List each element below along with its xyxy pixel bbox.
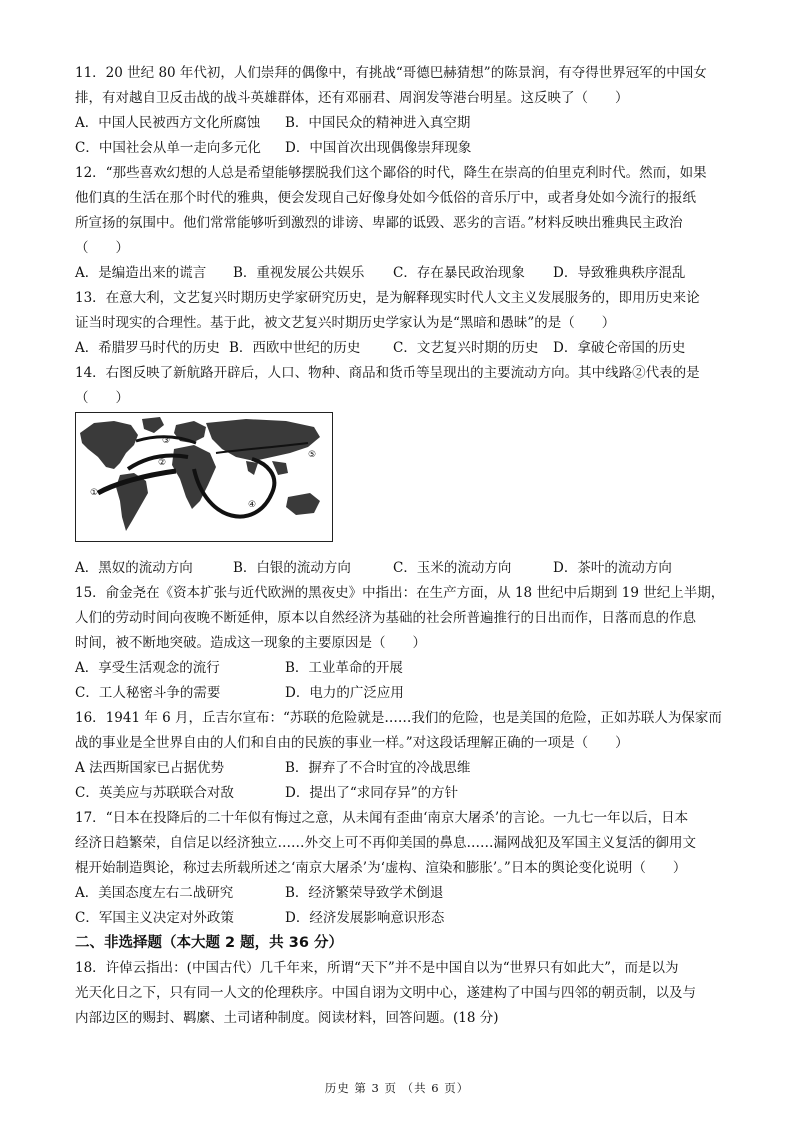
q18-stem-line-1: 18．许倬云指出：(中国古代）几千年来，所谓“天下”并不是中国自以为“世界只有如此大”，而是以为: [75, 960, 679, 976]
route-label-2: ②: [158, 458, 167, 468]
q15-stem-line-1: 15．俞金尧在《资本扩张与近代欧洲的黑夜史》中指出：在生产方面，从 18 世纪中后期到 19 世纪上半期，: [75, 585, 725, 601]
q18-stem-line-2: 光天化日之下，只有同一人文的伦理秩序。中国自诩为文明中心，遂建构了中国与四邻的朝贡制，以及与: [75, 985, 696, 1001]
q14-option-d[interactable]: D．茶叶的流动方向: [553, 560, 672, 576]
q11-options-row-2: [75, 138, 725, 158]
q15-option-b[interactable]: B．工业革命的开展: [285, 660, 403, 676]
q15-option-c[interactable]: C．工人秘密斗争的需要: [75, 685, 221, 701]
q15-stem-line-3: 时间，被不断地突破。造成这一现象的主要原因是（ ）: [75, 635, 426, 651]
q12-stem-line-2: 他们真的生活在那个时代的雅典，便会发现自己好像身处如今低俗的音乐厅中，或者身处如今流行的报纸: [75, 190, 696, 206]
q12-option-b[interactable]: B．重视发展公共娱乐: [233, 265, 365, 281]
q11-options-row-1: [75, 113, 725, 133]
q14-stem-line-2: （ ）: [75, 390, 129, 406]
q15-options-row-1: [75, 658, 725, 678]
q14-stem-line-1: 14．右图反映了新航路开辟后，人口、物种、商品和货币等呈现出的主要流动方向。其中线路②代表的是: [75, 365, 700, 381]
q17-options-row-2: [75, 908, 725, 928]
q16-option-d[interactable]: D．提出了“求同存异”的方针: [285, 785, 459, 801]
q13-stem-line-1: 13．在意大利，文艺复兴时期历史学家研究历史，是为解释现实时代人文主义发展服务的，即用历史来论: [75, 290, 700, 306]
q13-options-row: [75, 338, 725, 358]
q12-stem-line-1: 12．“那些喜欢幻想的人总是希望能够摆脱我们这个鄙俗的时代，降生在崇高的伯里克利时代。然而，如果: [75, 165, 707, 181]
q13-option-d[interactable]: D．拿破仑帝国的历史: [553, 340, 686, 356]
q17-options-row-1: [75, 883, 725, 903]
q13-stem-line-2: 证当时现实的合理性。基于此，被文艺复兴时期历史学家认为是“黑暗和愚昧”的是（ ）: [75, 315, 616, 331]
q12-option-d[interactable]: D．导致雅典秩序混乱: [553, 265, 686, 281]
q17-option-b[interactable]: B．经济繁荣导致学术倒退: [285, 885, 444, 901]
q17-option-a[interactable]: A．美国态度左右二战研究: [75, 885, 234, 901]
q14-option-a[interactable]: A．黑奴的流动方向: [75, 560, 193, 576]
q18-stem-line-3: 内部边区的赐封、羁縻、土司诸种制度。阅读材料，回答问题。(18 分): [75, 1010, 499, 1026]
q16-option-a[interactable]: A 法西斯国家已占据优势: [75, 760, 225, 776]
q17-option-c[interactable]: C．军国主义决定对外政策: [75, 910, 234, 926]
q15-option-a[interactable]: A．享受生活观念的流行: [75, 660, 220, 676]
route-label-3: ③: [162, 436, 171, 446]
q16-option-b[interactable]: B．摒弃了不合时宜的冷战思维: [285, 760, 471, 776]
q11-stem-line-1: 11．20 世纪 80 年代初，人们崇拜的偶像中，有挑战“哥德巴赫猜想”的陈景润，有夺得世界冠军的中国女: [75, 65, 707, 81]
q17-stem-line-3: 棍开始制造舆论，称过去所载所述之‘南京大屠杀’为‘虚构、渲染和膨胀’。”日本的舆论变化说明（ ）: [75, 860, 687, 876]
route-label-5: ⑤: [308, 450, 317, 460]
q12-option-a[interactable]: A．是编造出来的谎言: [75, 265, 207, 281]
q14-option-b[interactable]: B．白银的流动方向: [233, 560, 351, 576]
q12-options-row: [75, 263, 725, 283]
q15-stem-line-2: 人们的劳动时间向夜晚不断延伸，原本以自然经济为基础的社会所普遍推行的日出而作，日落而息的作息: [75, 610, 696, 626]
q12-option-c[interactable]: C．存在暴民政治现象: [393, 265, 525, 281]
world-map-figure: [76, 413, 331, 540]
route-label-1: ①: [90, 488, 99, 498]
q16-option-c[interactable]: C．英美应与苏联联合对敌: [75, 785, 234, 801]
greenland-landmass: [142, 417, 164, 433]
q15-option-d[interactable]: D．电力的广泛应用: [285, 685, 404, 701]
section-2-heading: 二、非选择题（本大题 2 题，共 36 分）: [75, 935, 343, 951]
q13-option-c[interactable]: C．文艺复兴时期的历史: [393, 340, 539, 356]
q13-option-b[interactable]: B．西欧中世纪的历史: [229, 340, 361, 356]
asia-landmass: [206, 419, 320, 461]
q11-option-b[interactable]: B．中国民众的精神进入真空期: [285, 115, 471, 131]
q12-stem-line-4: （ ）: [75, 240, 129, 256]
q11-option-d[interactable]: D．中国首次出现偶像崇拜现象: [285, 140, 472, 156]
world-trade-routes-map: [75, 412, 333, 542]
q14-options-row: [75, 558, 725, 578]
q11-option-c[interactable]: C．中国社会从单一走向多元化: [75, 140, 261, 156]
q16-stem-line-1: 16．1941 年 6 月，丘吉尔宣布：“苏联的危险就是……我们的危险，也是美国的危险，正如苏联人为保家而: [75, 710, 722, 726]
route-label-4: ④: [248, 500, 257, 510]
q17-option-d[interactable]: D．经济发展影响意识形态: [285, 910, 445, 926]
q11-option-a[interactable]: A．中国人民被西方文化所腐蚀: [75, 115, 261, 131]
q14-option-c[interactable]: C．玉米的流动方向: [393, 560, 512, 576]
q13-option-a[interactable]: A．希腊罗马时代的历史: [75, 340, 220, 356]
q11-stem-line-2: 排，有对越自卫反击战的战斗英雄群体，还有邓丽君、周润发等港台明星。这反映了（ ）: [75, 90, 629, 106]
q17-stem-line-2: 经济日趋繁荣，自信足以经济独立……外交上可不再仰美国的鼻息……漏网战犯及军国主义复活的御用文: [75, 835, 696, 851]
page-footer: 历史 第 3 页 （共 6 页）: [324, 1081, 470, 1095]
q16-options-row-1: [75, 758, 725, 778]
q15-options-row-2: [75, 683, 725, 703]
australia-landmass: [286, 493, 320, 515]
q12-stem-line-3: 所宣扬的氛围中。他们常常能够听到激烈的诽谤、卑鄙的诋毁、恶劣的言语。”材料反映出雅典民主政治: [75, 215, 683, 231]
north-america-landmass: [80, 421, 138, 469]
q16-options-row-2: [75, 783, 725, 803]
q16-stem-line-2: 战的事业是全世界自由的人们和自由的民族的事业一样。”对这段话理解正确的一项是（ ）: [75, 735, 629, 751]
q17-stem-line-1: 17．“日本在投降后的二十年似有悔过之意，从未闻有歪曲‘南京大屠杀’的言论。一九七一年以后，日本: [75, 810, 689, 826]
